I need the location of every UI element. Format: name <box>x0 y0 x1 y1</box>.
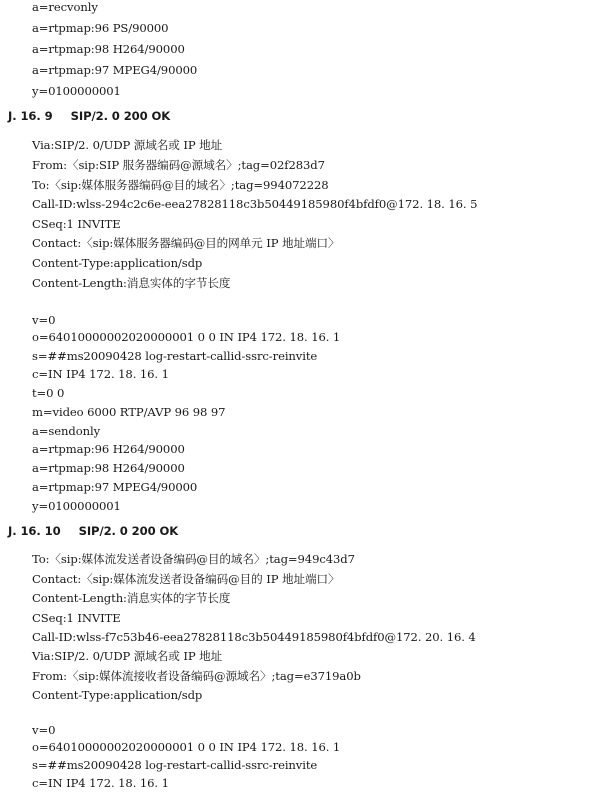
sdp-line: s=##ms20090428 log-restart-callid-ssrc-reinvite <box>32 758 318 772</box>
section-heading <box>8 524 178 538</box>
sdp-line: a=rtpmap:97 MPEG4/90000 <box>32 480 198 494</box>
sdp-line: m=video 6000 RTP/AVP 96 98 97 <box>32 405 226 419</box>
sip-header-line: Call-ID:wlss-f7c53b46-eea27828118c3b50449185980f4bfdf0@172. 20. 16. 4 <box>32 630 476 644</box>
sdp-line: a=rtpmap:96 PS/90000 <box>32 21 169 35</box>
sdp-line: v=0 <box>32 723 56 737</box>
sdp-line: a=rtpmap:98 H264/90000 <box>32 42 185 56</box>
sip-header-line: Content-Length:消息实体的字节长度 <box>32 591 231 605</box>
sip-header-line: Content-Type:application/sdp <box>32 256 203 270</box>
sdp-line: o=64010000002020000001 0 0 IN IP4 172. 18. 16. 1 <box>32 740 341 754</box>
sdp-line: y=0100000001 <box>32 499 121 513</box>
sdp-line: y=0100000001 <box>32 84 121 98</box>
sip-header-line: To:〈sip:媒体服务器编码@目的域名〉;tag=994072228 <box>32 178 329 192</box>
sdp-line: a=rtpmap:98 H264/90000 <box>32 461 185 475</box>
section-number: J. 16. 9 <box>8 109 53 123</box>
section-heading <box>8 109 170 123</box>
sdp-line: a=sendonly <box>32 424 101 438</box>
sdp-line: o=64010000002020000001 0 0 IN IP4 172. 18. 16. 1 <box>32 330 341 344</box>
sip-header-line: Via:SIP/2. 0/UDP 源域名或 IP 地址 <box>32 138 223 152</box>
sdp-line: s=##ms20090428 log-restart-callid-ssrc-reinvite <box>32 349 318 363</box>
section-title: SIP/2. 0 200 OK <box>70 109 171 123</box>
sdp-line: t=0 0 <box>32 386 65 400</box>
sdp-line: a=rtpmap:96 H264/90000 <box>32 442 185 456</box>
sdp-line: v=0 <box>32 313 56 327</box>
sip-header-line: Contact:〈sip:媒体流发送者设备编码@目的 IP 地址端口〉 <box>32 572 340 586</box>
sip-header-line: Via:SIP/2. 0/UDP 源域名或 IP 地址 <box>32 649 223 663</box>
sip-header-line: CSeq:1 INVITE <box>32 611 121 625</box>
sip-header-line: From:〈sip:SIP 服务器编码@源域名〉;tag=02f283d7 <box>32 158 325 172</box>
sip-header-line: To:〈sip:媒体流发送者设备编码@目的域名〉;tag=949c43d7 <box>32 552 355 566</box>
sdp-line: c=IN IP4 172. 18. 16. 1 <box>32 367 169 381</box>
section-number: J. 16. 10 <box>8 524 61 538</box>
sip-header-line: CSeq:1 INVITE <box>32 217 121 231</box>
sip-header-line: Contact:〈sip:媒体服务器编码@目的网单元 IP 地址端口〉 <box>32 236 340 250</box>
sip-header-line: From:〈sip:媒体流接收者设备编码@源域名〉;tag=e3719a0b <box>32 669 361 683</box>
sdp-line: a=recvonly <box>32 0 98 14</box>
sip-header-line: Call-ID:wlss-294c2c6e-eea27828118c3b50449185980f4bfdf0@172. 18. 16. 5 <box>32 197 478 211</box>
section-title: SIP/2. 0 200 OK <box>78 524 179 538</box>
sdp-line: a=rtpmap:97 MPEG4/90000 <box>32 63 198 77</box>
sdp-line: c=IN IP4 172. 18. 16. 1 <box>32 776 169 790</box>
sip-header-line: Content-Length:消息实体的字节长度 <box>32 276 231 290</box>
sip-header-line: Content-Type:application/sdp <box>32 688 203 702</box>
